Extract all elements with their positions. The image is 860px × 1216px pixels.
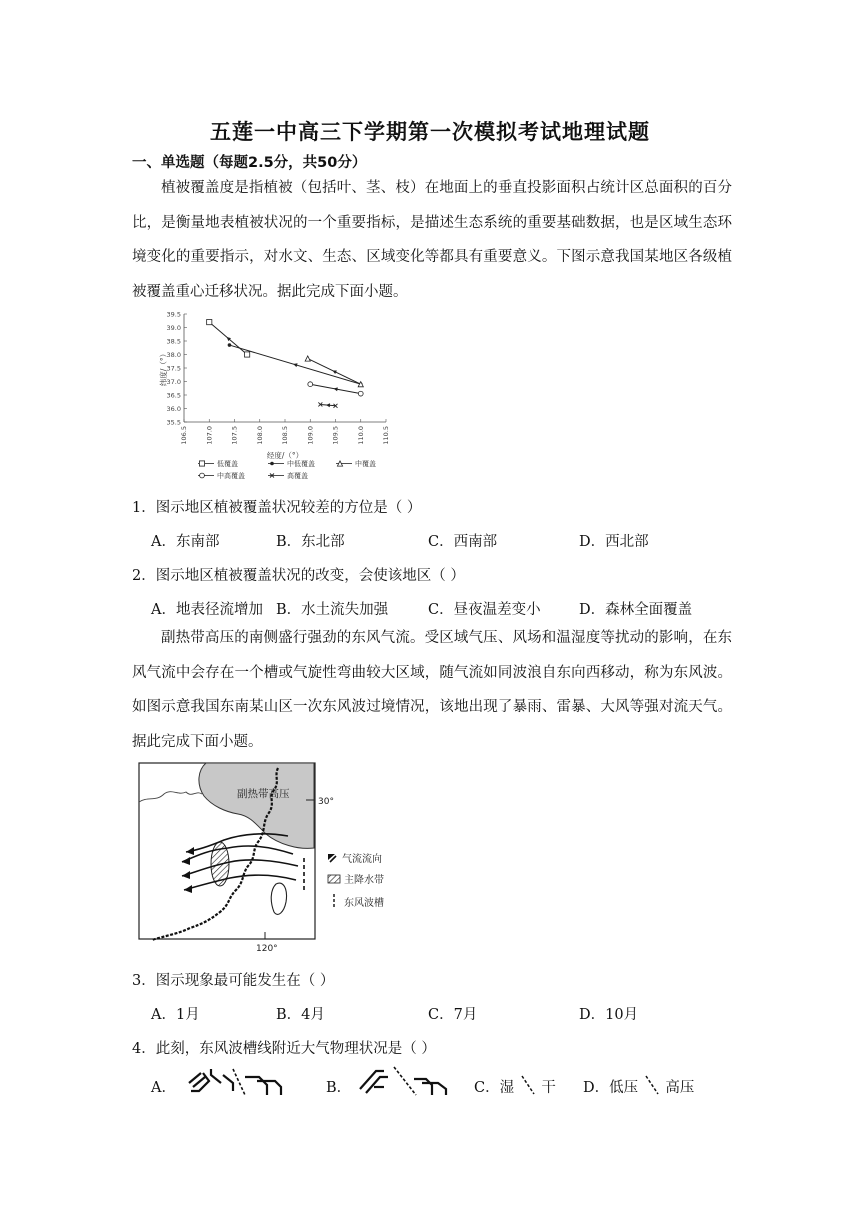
q3-option-a[interactable]: A．1月 <box>151 1007 200 1023</box>
legend-marker-1 <box>270 462 274 466</box>
q2-option-b[interactable]: B．水土流失加强 <box>276 602 389 618</box>
legend-label-1: 中低覆盖 <box>287 460 315 468</box>
x-tick-label: 107.5 <box>230 426 239 445</box>
x-tick-label: 109.0 <box>306 426 315 445</box>
q4-option-c[interactable] <box>474 1076 556 1097</box>
easterly-wave-map <box>138 762 392 954</box>
y-tick-label: 39.0 <box>166 324 181 332</box>
x-tick-label: 108.5 <box>281 426 289 445</box>
q1-option-c[interactable]: C．西南部 <box>428 534 498 550</box>
x-tick-label: 108.0 <box>255 426 264 445</box>
legend-label-3: 中高覆盖 <box>217 472 245 480</box>
question-1-stem: 1．图示地区植被覆盖状况较差的方位是（ ） <box>132 500 422 516</box>
y-tick-label: 38.0 <box>166 351 181 359</box>
latitude-label: 30° <box>318 797 334 807</box>
q3-option-c[interactable]: C．7月 <box>428 1007 478 1023</box>
point-0-end <box>207 320 212 325</box>
q3-option-d[interactable]: D．10月 <box>579 1007 639 1023</box>
x-tick-label: 107.0 <box>205 426 214 445</box>
y-tick-label: 36.0 <box>166 405 181 413</box>
q2-option-a[interactable]: A．地表径流增加 <box>151 602 263 618</box>
q4-option-c-right-label: 干 <box>541 1080 556 1096</box>
point-3-end <box>308 382 313 387</box>
point-0-start <box>245 352 250 357</box>
point-3-start <box>358 391 363 396</box>
x-tick-label: 109.5 <box>331 426 340 445</box>
q4-option-b[interactable] <box>326 1076 456 1099</box>
y-tick-label: 38.5 <box>166 337 181 346</box>
x-tick-label: 106.5 <box>180 426 188 445</box>
boundary-line <box>139 792 202 802</box>
airflow-arrowheads <box>182 847 194 893</box>
q4-option-d[interactable] <box>583 1076 694 1097</box>
passage-easterly-wave: 副热带高压的南侧盛行强劲的东风气流。受区域气压、风场和温湿度等扰动的影响，在东风气流中会存在一个槽或气旋性弯曲较大区域，随气流如同波浪自东向西移动，称为东风波。如图示意我国东南某山区一次东风波过境情况，该地出现了暴雨、雷暴、大风等强对流天气。据此完成下面小题。 <box>132 630 732 750</box>
q4-option-b-label: B． <box>326 1080 352 1096</box>
q1-option-b[interactable]: B．东北部 <box>276 534 345 550</box>
series-arrow-3 <box>334 387 338 391</box>
question-2-stem: 2．图示地区植被覆盖状况的改变，会使该地区（ ） <box>132 568 465 584</box>
section-heading: 一、单选题（每题2.5分，共50分） <box>132 155 367 171</box>
question-4-stem: 4．此刻，东风波槽线附近大气物理状况是（ ） <box>132 1041 436 1057</box>
series-arrow-4 <box>326 403 330 407</box>
trough-symbol-d <box>643 1074 661 1096</box>
legend-trough: 东风波槽 <box>344 898 384 909</box>
q1-option-d[interactable]: D．西北部 <box>579 534 649 550</box>
q1-option-a[interactable]: A．东南部 <box>151 534 220 550</box>
page-title: 五莲一中高三下学期第一次模拟考试地理试题 <box>210 120 650 144</box>
q2-option-c[interactable]: C．昼夜温差变小 <box>428 602 541 618</box>
y-tick-label: 37.0 <box>166 378 181 386</box>
wind-barb-diagram-b <box>356 1065 456 1099</box>
point-2-end <box>305 356 310 361</box>
q4-option-d-right-label: 高压 <box>665 1080 695 1096</box>
point-2-start <box>358 382 363 387</box>
subtropical-high-area <box>199 763 314 848</box>
legend-rainband: 主降水带 <box>344 875 384 886</box>
legend-label-4: 高覆盖 <box>287 472 308 480</box>
q4-option-a[interactable] <box>151 1076 291 1099</box>
q3-option-b[interactable]: B．4月 <box>276 1007 325 1023</box>
legend-label-0: 低覆盖 <box>217 460 238 468</box>
legend-label-2: 中覆盖 <box>355 460 376 468</box>
map-legend <box>328 852 384 909</box>
x-tick-label: 110.5 <box>382 426 390 445</box>
legend-marker-3 <box>200 473 205 478</box>
vegetation-centroid-chart <box>158 306 398 486</box>
y-tick-label: 35.5 <box>166 418 181 427</box>
q2-option-d[interactable]: D．森林全面覆盖 <box>579 602 693 618</box>
longitude-label: 120° <box>256 944 278 954</box>
wind-barb-diagram-a <box>181 1065 291 1099</box>
y-tick-label: 36.5 <box>166 391 181 400</box>
x-axis-label: 经度/（°） <box>266 451 304 460</box>
q4-option-c-label: C．湿 <box>474 1080 515 1096</box>
q4-option-d-label: D．低压 <box>583 1080 639 1096</box>
y-tick-label: 37.5 <box>166 364 181 373</box>
trough-symbol-c <box>519 1074 537 1096</box>
legend-marker-0 <box>199 461 204 466</box>
y-axis-label: 纬度/（°） <box>159 349 168 387</box>
x-tick-label: 110.0 <box>356 426 365 445</box>
legend-airflow: 气流流向 <box>342 854 382 865</box>
question-3-stem: 3．图示现象最可能发生在（ ） <box>132 973 335 989</box>
taiwan-island <box>271 883 286 914</box>
q4-option-a-label: A． <box>151 1080 176 1096</box>
passage-vegetation: 植被覆盖度是指植被（包括叶、茎、枝）在地面上的垂直投影面积占统计区总面积的百分比，是衡量地表植被状况的一个重要指标，是描述生态系统的重要基础数据，也是区域生态环境变化的重要指示，对水文、生态、区域变化等都具有重要意义。下图示意我国某地区各级植被覆盖重心迁移状况。据此完成下面小题。 <box>132 180 732 300</box>
y-tick-label: 39.5 <box>166 310 181 319</box>
point-1-end <box>228 343 232 347</box>
subtropical-high-label: 副热带高压 <box>237 788 290 800</box>
